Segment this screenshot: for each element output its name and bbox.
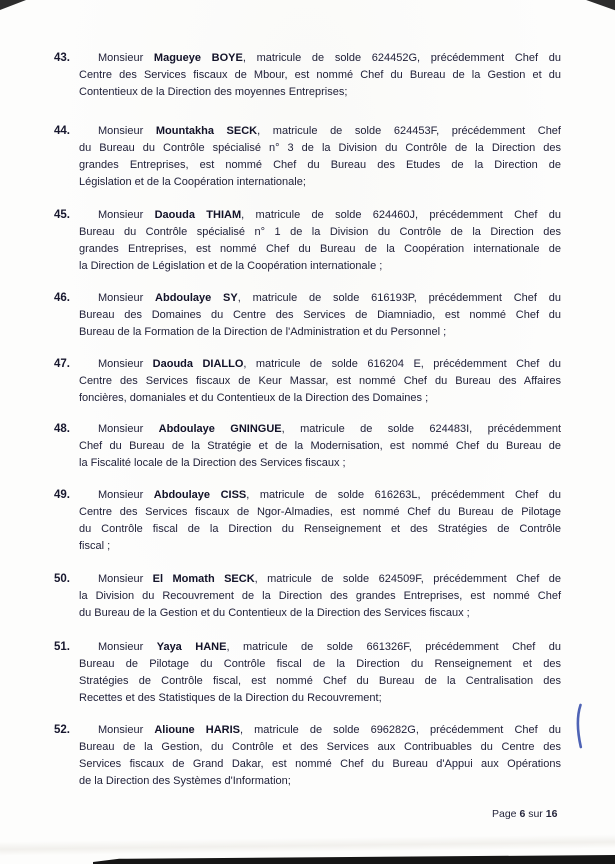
list-item — [54, 487, 562, 555]
page-label: Page — [492, 808, 517, 820]
person-name: Yaya HANE — [156, 641, 227, 653]
item-first-line-rest: , matricule de solde 661326F, précédemment Chef du — [226, 641, 561, 653]
item-text-line: Stratégies de Contrôle fiscal, est nommé Chef du Bureau de la Centralisation des — [79, 675, 561, 687]
item-text-line: la Division du Recouvrement de la Direction des grandes Entreprises, est nommé Chef — [79, 590, 561, 602]
item-text-line — [79, 722, 561, 739]
item-text-line — [79, 421, 561, 438]
item-text-line: la Direction de Législation et de la Coopération internationale ; — [79, 260, 383, 272]
item-text-line: Bureau de Pilotage du Contrôle fiscal de la Direction du Renseignement et des — [79, 658, 561, 670]
item-text-line: fiscal ; — [79, 540, 111, 552]
item-first-line-rest: , matricule de solde 624483I, précédemment — [281, 423, 561, 435]
person-name: Abdoulaye SY — [155, 292, 238, 304]
item-number: 47. — [54, 358, 70, 370]
item-intro: Monsieur — [98, 489, 154, 501]
item-intro: Monsieur — [98, 292, 156, 304]
list-item — [54, 207, 561, 275]
item-first-line-rest: , matricule de solde 616193P, précédemment Chef du — [237, 292, 561, 304]
item-first-line-rest: , matricule de solde 624453F, précédemment Chef — [257, 125, 561, 137]
item-intro: Monsieur — [98, 724, 155, 736]
item-text-line: la Fiscalité locale de la Direction des Services fiscaux ; — [79, 457, 346, 469]
item-text-line: Législation et de la Coopération internationale; — [79, 176, 306, 188]
item-text-line: Bureau des Domaines du Centre des Services de Diamniadio, est nommé Chef du — [79, 309, 561, 321]
page-number-value: 6 — [519, 808, 526, 820]
person-name: Daouda DIALLO — [152, 358, 244, 370]
item-intro: Monsieur — [98, 52, 154, 64]
person-name: Magueye BOYE — [153, 52, 243, 64]
scan-shadow — [0, 834, 615, 856]
item-text-line: Centre des Services fiscaux de Keur Massar, est nommé Chef du Bureau des Affaires — [79, 375, 561, 387]
item-number: 50. — [54, 573, 70, 585]
item-text-line — [79, 639, 561, 656]
person-name: Daouda THIAM — [154, 209, 242, 221]
item-first-line-rest: , matricule de solde 624452G, précédemment Chef du — [242, 52, 561, 64]
item-number: 46. — [54, 292, 70, 304]
item-text-line: Bureau du Contrôle spécialisé n° 1 de la Division du Contrôle de la Direction des — [79, 226, 561, 238]
item-text-line: Bureau de la Gestion, du Contrôle et des Services aux Contribuables du Centre des — [79, 741, 561, 753]
item-text-line — [79, 123, 561, 140]
item-text-line — [79, 290, 561, 307]
scan-artifact-bottom-bar — [93, 855, 615, 864]
item-text-line — [79, 50, 561, 67]
item-number: 48. — [54, 423, 70, 435]
item-text-line — [79, 207, 561, 224]
list-item — [54, 123, 561, 191]
item-text-line: grandes Entreprises, est nommé Chef du Bureau des Etudes de la Direction de — [79, 159, 561, 171]
item-first-line-rest: , matricule de solde 616204 E, précédemment Chef du — [243, 358, 561, 370]
item-number: 43. — [54, 52, 70, 64]
item-intro: Monsieur — [98, 209, 155, 221]
item-text-line: Centre des Services fiscaux de Ngor-Almadies, est nommé Chef du Bureau de Pilotage — [79, 506, 561, 518]
person-name: El Momath SECK — [152, 573, 255, 585]
total-pages-value: 16 — [545, 808, 558, 820]
scan-artifact-top-right — [575, 0, 615, 12]
page-number — [492, 807, 557, 821]
item-first-line-rest: , matricule de solde 696282G, précédemment Chef du — [240, 724, 562, 736]
item-first-line-rest: , matricule de solde 624509F, précédemment Chef de — [254, 573, 561, 585]
item-first-line-rest: , matricule de solde 624460J, précédemment Chef du — [241, 209, 561, 221]
item-number: 49. — [54, 489, 70, 501]
list-item — [54, 722, 562, 790]
item-text-line: du Contrôle fiscal de la Direction du Renseignement et des Stratégies de Contrôle — [79, 523, 561, 535]
item-text-line: Recettes et des Statistiques de la Direction du Recouvrement; — [79, 692, 382, 704]
item-text-line: Bureau de la Formation de la Direction de l'Administration et du Personnel ; — [79, 326, 447, 338]
item-number: 45. — [54, 209, 70, 221]
list-item — [54, 421, 561, 472]
item-text-line: Centre des Services fiscaux de Mbour, est nommé Chef du Bureau de la Gestion et du — [79, 69, 561, 81]
item-text-line: du Bureau de la Gestion et du Contentieux de la Direction des Services fiscaux ; — [79, 607, 470, 619]
item-number: 52. — [54, 724, 70, 736]
person-name: Abdoulaye CISS — [153, 489, 247, 501]
item-number: 44. — [54, 125, 70, 137]
item-intro: Monsieur — [98, 573, 153, 585]
item-intro: Monsieur — [98, 358, 153, 370]
item-text-line: de la Direction des Systèmes d'Information; — [79, 775, 291, 787]
person-name: Mountakha SECK — [155, 125, 258, 137]
item-intro: Monsieur — [98, 125, 156, 137]
list-item — [54, 290, 561, 341]
list-item — [54, 639, 561, 707]
item-text-line — [79, 487, 561, 504]
person-name: Alioune HARIS — [154, 724, 240, 736]
item-text-line: grandes Entreprises, est nommé Chef du Bureau de la Coopération internationale de — [79, 243, 561, 255]
item-text-line — [79, 571, 561, 588]
list-item — [54, 356, 561, 407]
list-item — [54, 50, 561, 101]
scan-artifact-top-left — [0, 0, 26, 10]
item-text-line: Chef du Bureau de la Stratégie et de la Modernisation, est nommé Chef du Bureau de — [79, 440, 561, 452]
person-name: Abdoulaye GNINGUE — [158, 423, 282, 435]
item-text-line: Contentieux de la Direction des moyennes Entreprises; — [79, 86, 348, 98]
item-text-line: du Bureau du Contrôle spécialisé n° 3 de la Division du Contrôle de la Direction des — [79, 142, 561, 154]
item-text-line: Services fiscaux de Grand Dakar, est nommé Chef du Bureau d'Appui aux Opérations — [79, 758, 561, 770]
page-separator: sur — [528, 808, 543, 820]
pen-mark-annotation — [572, 703, 586, 751]
item-text-line — [79, 356, 561, 373]
list-item — [54, 571, 561, 622]
item-text-line: foncières, domaniales et du Contentieux de la Direction des Domaines ; — [79, 392, 429, 404]
item-intro: Monsieur — [98, 641, 157, 653]
item-intro: Monsieur — [98, 423, 159, 435]
item-number: 51. — [54, 641, 70, 653]
item-first-line-rest: , matricule de solde 616263L, précédemment Chef du — [246, 489, 562, 501]
